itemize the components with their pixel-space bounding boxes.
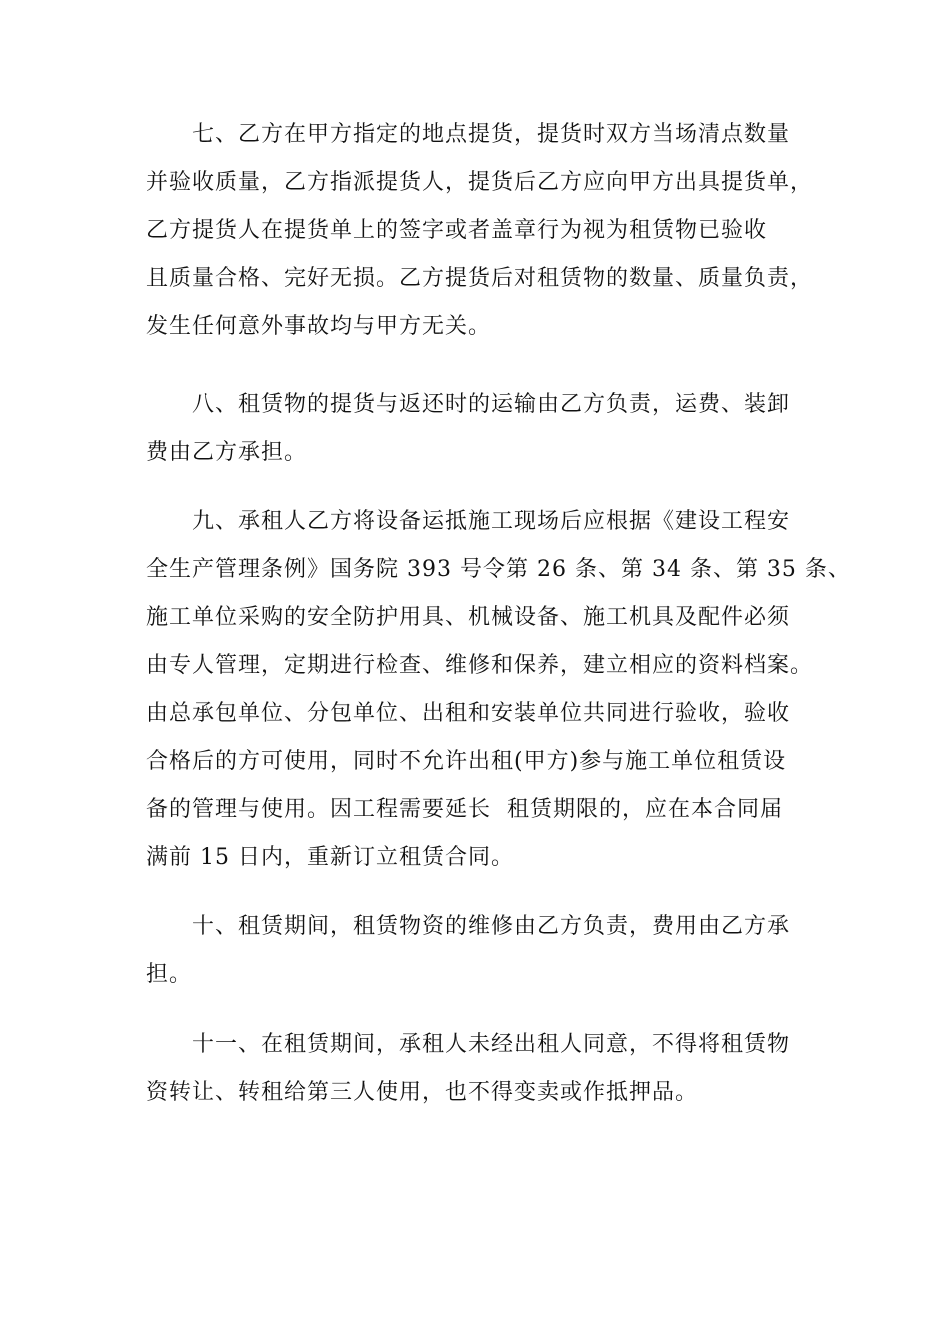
- paragraph-line: 乙方提货人在提货单上的签字或者盖章行为视为租赁物已验收: [146, 218, 768, 243]
- paragraph-line: 全生产管理条例》国务院 393 号令第 26 条、第 34 条、第 35 条、: [146, 557, 851, 582]
- paragraph-line: 由总承包单位、分包单位、出租和安装单位共同进行验收，验收: [146, 701, 791, 726]
- paragraph-line: 且质量合格、完好无损。乙方提货后对租赁物的数量、质量负责，: [146, 266, 814, 291]
- paragraph-line: 由专人管理，定期进行检查、维修和保养，建立相应的资料档案。: [146, 653, 814, 678]
- paragraph-line: 并验收质量，乙方指派提货人，提货后乙方应向甲方出具提货单，: [146, 170, 814, 195]
- paragraph-line: 十一、在租赁期间，承租人未经出租人同意，不得将租赁物: [192, 1032, 791, 1057]
- paragraph-line: 七、乙方在甲方指定的地点提货，提货时双方当场清点数量: [192, 122, 791, 147]
- paragraph-line: 担。: [146, 962, 193, 987]
- paragraph-line: 施工单位采购的安全防护用具、机械设备、施工机具及配件必须: [146, 605, 791, 630]
- paragraph-line: 八、租赁物的提货与返还时的运输由乙方负责，运费、装卸: [192, 392, 791, 417]
- paragraph-line: 合格后的方可使用，同时不允许出租(甲方)参与施工单位租赁设: [146, 749, 787, 774]
- paragraph-line: 满前 15 日内，重新订立租赁合同。: [146, 845, 514, 870]
- paragraph-line: 九、承租人乙方将设备运抵施工现场后应根据《建设工程安: [192, 509, 791, 534]
- paragraph-line: 费由乙方承担。: [146, 440, 308, 465]
- paragraph-line: 发生任何意外事故均与甲方无关。: [146, 314, 492, 339]
- paragraph-line: 备的管理与使用。因工程需要延长 租赁期限的，应在本合同届: [146, 797, 783, 822]
- paragraph-line: 十、租赁期间，租赁物资的维修由乙方负责，费用由乙方承: [192, 914, 791, 939]
- paragraph-line: 资转让、转租给第三人使用，也不得变卖或作抵押品。: [146, 1080, 699, 1105]
